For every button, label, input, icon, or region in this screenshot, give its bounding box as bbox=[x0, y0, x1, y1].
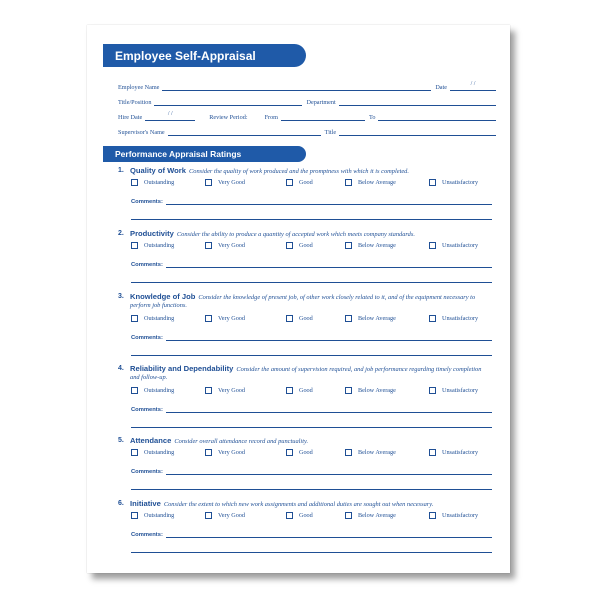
rating-label: Good bbox=[299, 179, 313, 186]
rating-good[interactable] bbox=[286, 512, 313, 519]
employee-name-row bbox=[118, 79, 496, 91]
title-position-label: Title/Position bbox=[118, 99, 152, 106]
title-department-row bbox=[118, 94, 496, 106]
question-title: Productivity bbox=[130, 229, 174, 238]
supervisor-row bbox=[118, 124, 496, 136]
rating-label: Very Good bbox=[218, 387, 245, 394]
rating-outstanding[interactable] bbox=[131, 449, 174, 456]
rating-unsatisfactory[interactable] bbox=[429, 242, 478, 249]
rating-label: Outstanding bbox=[144, 315, 175, 322]
comments-line-2[interactable] bbox=[131, 489, 492, 490]
rating-unsatisfactory[interactable] bbox=[429, 315, 478, 322]
rating-good[interactable] bbox=[286, 179, 313, 186]
comments-row bbox=[131, 465, 492, 475]
title-position-field[interactable] bbox=[154, 96, 302, 106]
rating-below-average[interactable] bbox=[345, 315, 396, 322]
employee-name-label: Employee Name bbox=[118, 84, 160, 91]
date-label: Date bbox=[435, 84, 447, 91]
rating-options bbox=[131, 179, 492, 189]
rating-very-good[interactable] bbox=[205, 179, 245, 186]
rating-label: Below Average bbox=[358, 449, 396, 456]
comments-field[interactable] bbox=[166, 258, 492, 268]
rating-good[interactable] bbox=[286, 449, 313, 456]
comments-label: Comments: bbox=[131, 469, 163, 475]
question-description: Consider the quality of work produced and the promptness with which it is completed. bbox=[188, 168, 409, 175]
question-knowledge-of-job bbox=[118, 293, 492, 359]
rating-good[interactable] bbox=[286, 315, 313, 322]
hire-date-field[interactable] bbox=[145, 111, 195, 121]
to-field[interactable] bbox=[378, 111, 496, 121]
comments-label: Comments: bbox=[131, 199, 163, 205]
checkbox-icon[interactable] bbox=[131, 315, 138, 322]
question-heading bbox=[118, 500, 492, 509]
question-attendance bbox=[118, 437, 492, 495]
comments-label: Comments: bbox=[131, 335, 163, 341]
rating-label: Unsatisfactory bbox=[442, 179, 479, 186]
question-number: 3. bbox=[118, 293, 124, 300]
checkbox-icon[interactable] bbox=[131, 512, 138, 519]
checkbox-icon[interactable] bbox=[205, 242, 212, 249]
question-number: 6. bbox=[118, 500, 124, 507]
checkbox-icon[interactable] bbox=[429, 512, 436, 519]
comments-field[interactable] bbox=[166, 528, 492, 538]
question-title: Knowledge of Job bbox=[130, 292, 196, 301]
comments-row bbox=[131, 331, 492, 341]
from-field[interactable] bbox=[281, 111, 365, 121]
comments-label: Comments: bbox=[131, 532, 163, 538]
rating-label: Unsatisfactory bbox=[442, 512, 479, 519]
checkbox-icon[interactable] bbox=[286, 449, 293, 456]
rating-below-average[interactable] bbox=[345, 242, 396, 249]
rating-outstanding[interactable] bbox=[131, 387, 174, 394]
rating-outstanding[interactable] bbox=[131, 512, 174, 519]
supervisor-title-label: Title bbox=[324, 129, 337, 136]
form-title: Employee Self-Appraisal bbox=[115, 48, 256, 63]
question-description: Consider the amount of supervision required, and job performance regarding timely completion and follow-up. bbox=[130, 366, 482, 381]
comments-field[interactable] bbox=[166, 331, 492, 341]
checkbox-icon[interactable] bbox=[205, 179, 212, 186]
rating-label: Very Good bbox=[218, 449, 245, 456]
from-label: From bbox=[264, 114, 278, 121]
rating-label: Below Average bbox=[358, 315, 396, 322]
rating-unsatisfactory[interactable] bbox=[429, 512, 478, 519]
checkbox-icon[interactable] bbox=[286, 315, 293, 322]
rating-unsatisfactory[interactable] bbox=[429, 179, 478, 186]
rating-unsatisfactory[interactable] bbox=[429, 449, 478, 456]
rating-very-good[interactable] bbox=[205, 315, 245, 322]
comments-line-2[interactable] bbox=[131, 355, 492, 356]
question-heading bbox=[118, 293, 492, 310]
question-title: Initiative bbox=[130, 499, 161, 508]
question-number: 5. bbox=[118, 437, 124, 444]
rating-label: Very Good bbox=[218, 512, 245, 519]
rating-label: Outstanding bbox=[144, 387, 175, 394]
rating-below-average[interactable] bbox=[345, 387, 396, 394]
comments-row bbox=[131, 403, 492, 413]
comments-field[interactable] bbox=[166, 195, 492, 205]
comments-row bbox=[131, 528, 492, 538]
question-number: 1. bbox=[118, 167, 124, 174]
question-title: Quality of Work bbox=[130, 166, 186, 175]
question-productivity bbox=[118, 230, 492, 288]
checkbox-icon[interactable] bbox=[131, 387, 138, 394]
question-heading bbox=[118, 437, 492, 446]
checkbox-icon[interactable] bbox=[286, 512, 293, 519]
supervisor-name-field[interactable] bbox=[168, 126, 321, 136]
comments-line-2[interactable] bbox=[131, 552, 492, 553]
comments-label: Comments: bbox=[131, 407, 163, 413]
comments-line-2[interactable] bbox=[131, 427, 492, 428]
date-slashes: / / bbox=[470, 81, 476, 87]
checkbox-icon[interactable] bbox=[345, 512, 352, 519]
question-description: Consider the knowledge of present job, of other work closely related to it, and of the equipment necessary to perform job functions. bbox=[130, 294, 476, 309]
rating-options bbox=[131, 449, 492, 459]
rating-outstanding[interactable] bbox=[131, 179, 174, 186]
hire-date-label: Hire Date bbox=[118, 114, 143, 121]
rating-label: Very Good bbox=[218, 315, 245, 322]
rating-options bbox=[131, 315, 492, 325]
checkbox-icon[interactable] bbox=[345, 315, 352, 322]
hire-date-row bbox=[118, 109, 496, 121]
review-period-label: Review Period: bbox=[209, 114, 248, 121]
question-title: Reliability and Dependability bbox=[130, 364, 234, 373]
question-number: 4. bbox=[118, 365, 124, 372]
rating-good[interactable] bbox=[286, 242, 313, 249]
checkbox-icon[interactable] bbox=[131, 179, 138, 186]
checkbox-icon[interactable] bbox=[429, 387, 436, 394]
rating-very-good[interactable] bbox=[205, 242, 245, 249]
question-quality-of-work bbox=[118, 167, 492, 225]
rating-label: Unsatisfactory bbox=[442, 242, 479, 249]
rating-unsatisfactory[interactable] bbox=[429, 387, 478, 394]
rating-label: Outstanding bbox=[144, 512, 175, 519]
question-heading bbox=[118, 365, 492, 382]
rating-label: Unsatisfactory bbox=[442, 449, 479, 456]
comments-row bbox=[131, 258, 492, 268]
date-field[interactable] bbox=[450, 81, 496, 91]
checkbox-icon[interactable] bbox=[131, 242, 138, 249]
supervisor-name-label: Supervisor's Name bbox=[118, 129, 165, 136]
checkbox-icon[interactable] bbox=[205, 387, 212, 394]
question-description: Consider the ability to produce a quantity of accepted work which meets company standards. bbox=[176, 231, 415, 238]
checkbox-icon[interactable] bbox=[286, 242, 293, 249]
rating-label: Good bbox=[299, 242, 313, 249]
checkbox-icon[interactable] bbox=[345, 449, 352, 456]
rating-label: Good bbox=[299, 315, 313, 322]
rating-label: Below Average bbox=[358, 179, 396, 186]
question-description: Consider the extent to which new work assignments and additional duties are sought out when necessary. bbox=[163, 501, 434, 508]
rating-below-average[interactable] bbox=[345, 179, 396, 186]
question-heading bbox=[118, 230, 492, 239]
question-number: 2. bbox=[118, 230, 124, 237]
checkbox-icon[interactable] bbox=[429, 179, 436, 186]
rating-label: Good bbox=[299, 449, 313, 456]
rating-very-good[interactable] bbox=[205, 512, 245, 519]
comments-line-2[interactable] bbox=[131, 282, 492, 283]
rating-label: Below Average bbox=[358, 387, 396, 394]
ratings-section-title: Performance Appraisal Ratings bbox=[115, 149, 242, 159]
appraisal-form-page bbox=[87, 25, 510, 573]
comments-field[interactable] bbox=[166, 465, 492, 475]
checkbox-icon[interactable] bbox=[286, 179, 293, 186]
ratings-section-banner bbox=[103, 146, 306, 162]
checkbox-icon[interactable] bbox=[205, 512, 212, 519]
department-field[interactable] bbox=[339, 96, 496, 106]
comments-row bbox=[131, 195, 492, 205]
rating-outstanding[interactable] bbox=[131, 315, 174, 322]
question-description: Consider overall attendance record and punctuality. bbox=[174, 438, 309, 445]
question-heading bbox=[118, 167, 492, 176]
rating-label: Outstanding bbox=[144, 242, 175, 249]
checkbox-icon[interactable] bbox=[205, 315, 212, 322]
rating-label: Unsatisfactory bbox=[442, 315, 479, 322]
to-label: To bbox=[368, 114, 376, 121]
form-title-banner bbox=[103, 44, 306, 67]
rating-very-good[interactable] bbox=[205, 449, 245, 456]
comments-line-2[interactable] bbox=[131, 219, 492, 220]
comments-field[interactable] bbox=[166, 403, 492, 413]
checkbox-icon[interactable] bbox=[429, 315, 436, 322]
checkbox-icon[interactable] bbox=[429, 449, 436, 456]
rating-outstanding[interactable] bbox=[131, 242, 174, 249]
hire-date-slashes: / / bbox=[167, 111, 173, 117]
checkbox-icon[interactable] bbox=[205, 449, 212, 456]
rating-options bbox=[131, 242, 492, 252]
checkbox-icon[interactable] bbox=[345, 242, 352, 249]
rating-label: Below Average bbox=[358, 242, 396, 249]
rating-label: Outstanding bbox=[144, 179, 175, 186]
question-title: Attendance bbox=[130, 436, 172, 445]
comments-label: Comments: bbox=[131, 262, 163, 268]
employee-name-field[interactable] bbox=[162, 81, 431, 91]
checkbox-icon[interactable] bbox=[429, 242, 436, 249]
rating-good[interactable] bbox=[286, 387, 313, 394]
checkbox-icon[interactable] bbox=[345, 179, 352, 186]
department-label: Department bbox=[306, 99, 336, 106]
checkbox-icon[interactable] bbox=[131, 449, 138, 456]
rating-very-good[interactable] bbox=[205, 387, 245, 394]
checkbox-icon[interactable] bbox=[286, 387, 293, 394]
rating-options bbox=[131, 387, 492, 397]
rating-options bbox=[131, 512, 492, 522]
question-reliability bbox=[118, 365, 492, 431]
rating-below-average[interactable] bbox=[345, 512, 396, 519]
rating-label: Very Good bbox=[218, 242, 245, 249]
question-initiative bbox=[118, 500, 492, 558]
rating-label: Good bbox=[299, 512, 313, 519]
rating-label: Below Average bbox=[358, 512, 396, 519]
rating-label: Very Good bbox=[218, 179, 245, 186]
rating-label: Unsatisfactory bbox=[442, 387, 479, 394]
checkbox-icon[interactable] bbox=[345, 387, 352, 394]
supervisor-title-field[interactable] bbox=[339, 126, 496, 136]
rating-below-average[interactable] bbox=[345, 449, 396, 456]
rating-label: Good bbox=[299, 387, 313, 394]
rating-label: Outstanding bbox=[144, 449, 175, 456]
